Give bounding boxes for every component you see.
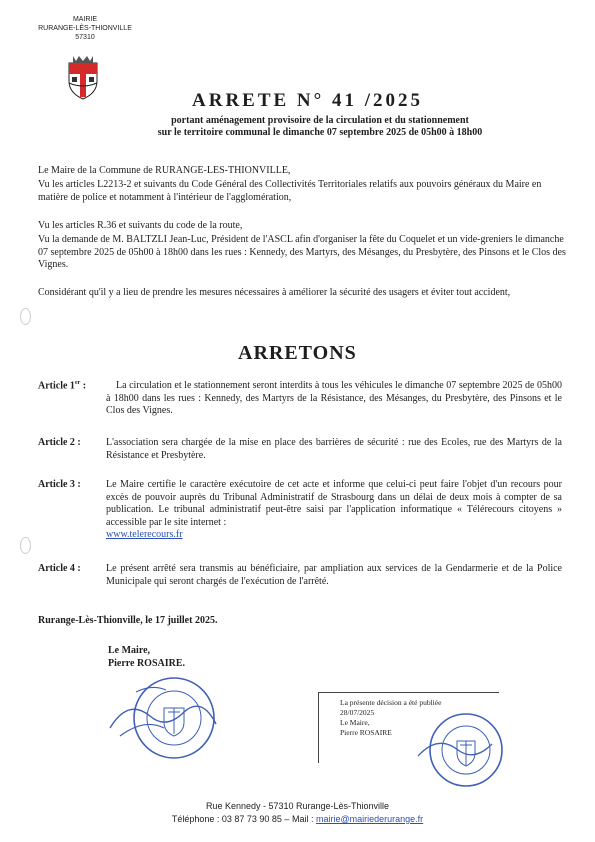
header-line3: 57310 (75, 34, 95, 41)
signature-name: Pierre ROSAIRE. (108, 657, 186, 669)
preamble-visa-cgct: Vu les articles L2213-2 et suivants du Code Général des Collectivités Territoriales relatifs aux pouvoirs généraux du Maire en matière de police et notamment à l'intérieur de l'agglomération, (38, 179, 542, 203)
subtitle-line1: portant aménagement provisoire de la circulation et du stationnement (171, 115, 469, 126)
arretons-heading: ARRETONS (238, 342, 357, 364)
header-line1: MAIRIE (72, 16, 98, 23)
place-date: Rurange-Lès-Thionville, le 17 juillet 2025. (38, 615, 218, 626)
signature-block (108, 645, 185, 670)
page-footer (0, 800, 595, 826)
preamble-request: Vu la demande de M. BALTZLI Jean-Luc, Président de l'ASCL afin d'organiser la fête du Coquelet et un vide-greniers le dimanche 07 septembre 2025 de 05h00 à 18h00 dans les rues : Kennedy, des Martyrs, des Mésanges, du Presbytère, des Pinsons et le Clos des Vignes. (38, 234, 566, 270)
article-2-label: Article 2 : (38, 437, 81, 448)
page-title: ARRETE N° 41 /2025 (192, 90, 424, 111)
coat-of-arms-icon (66, 53, 100, 101)
publication-line1: La présente décision a été publiée (340, 698, 442, 707)
footer-contact (0, 813, 595, 826)
article-3-label: Article 3 : (38, 479, 81, 490)
punch-hole-mark (20, 537, 31, 554)
mayor-seal-signature (106, 672, 231, 762)
article-1-label-sup: er (74, 380, 81, 386)
article-2-text: L'association sera chargée de la mise en place des barrières de sécurité : rue des Ecoles, rue des Martyrs de la Résistance et Presbytère. (106, 437, 562, 461)
article-1-label (38, 380, 86, 391)
publication-line2: 28/07/2025 (340, 708, 375, 717)
article-4-text: Le présent arrêté sera transmis au bénéficiaire, par ampliation aux services de la Gendarmerie et de la Police Municipale qui seront chargés de l'exécution de l'arrêté. (106, 563, 562, 587)
preamble-considering: Considérant qu'il y a lieu de prendre les mesures nécessaires à améliorer la sécurité des usagers et éviter tout accident, (38, 287, 511, 298)
punch-hole-mark (20, 308, 31, 325)
article-1-label-colon: : (80, 380, 87, 392)
subtitle-line2: sur le territoire communal le dimanche 07 septembre 2025 de 05h00 à 18h00 (157, 127, 483, 138)
preamble-mayor: Le Maire de la Commune de RURANGE-LES-THIONVILLE, (38, 165, 291, 176)
footer-address: Rue Kennedy - 57310 Rurange-Lès-Thionville (205, 801, 390, 811)
signature-role: Le Maire, (108, 645, 151, 656)
mairie-header (30, 15, 140, 42)
article-1-text: La circulation et le stationnement seront interdits à tous les véhicules le dimanche 07 septembre 2025 de 05h00 à 18h00 dans les rues : Kennedy, des Martyrs de la Résistance, des Mésanges, du Presbytère, des Pinsons et le Clos des Vignes. (106, 380, 562, 416)
article-4-label: Article 4 : (38, 563, 81, 574)
article-3-block (106, 479, 562, 542)
header-line2: RURANGE-LÈS-THIONVILLE (38, 25, 132, 32)
footer-phone: Téléphone : 03 87 73 90 85 – Mail : (171, 814, 316, 824)
page-subtitle (110, 115, 530, 139)
telerecours-link[interactable]: www.telerecours.fr (106, 529, 183, 540)
publication-line4: Pierre ROSAIRE (340, 728, 392, 737)
footer-email-link[interactable]: mairie@mairiederurange.fr (315, 814, 424, 824)
article-3-text: Le Maire certifie le caractère exécutoire de cet acte et informe que celui-ci peut faire l'objet d'un recours pour excès de pouvoir auprès du Tribunal Administratif de Strasbourg dans un délai de deux mois à compter de sa publication. Le tribunal administratif peut-être saisi par l'application informatique « Télérecours citoyens » accessible par le site internet : (106, 479, 562, 528)
publication-line3: Le Maire, (340, 718, 370, 727)
preamble-visa-code-route: Vu les articles R.36 et suivants du code de la route, (38, 220, 243, 231)
article-1-label-text: Article 1 (38, 380, 75, 392)
publication-seal (416, 710, 512, 790)
